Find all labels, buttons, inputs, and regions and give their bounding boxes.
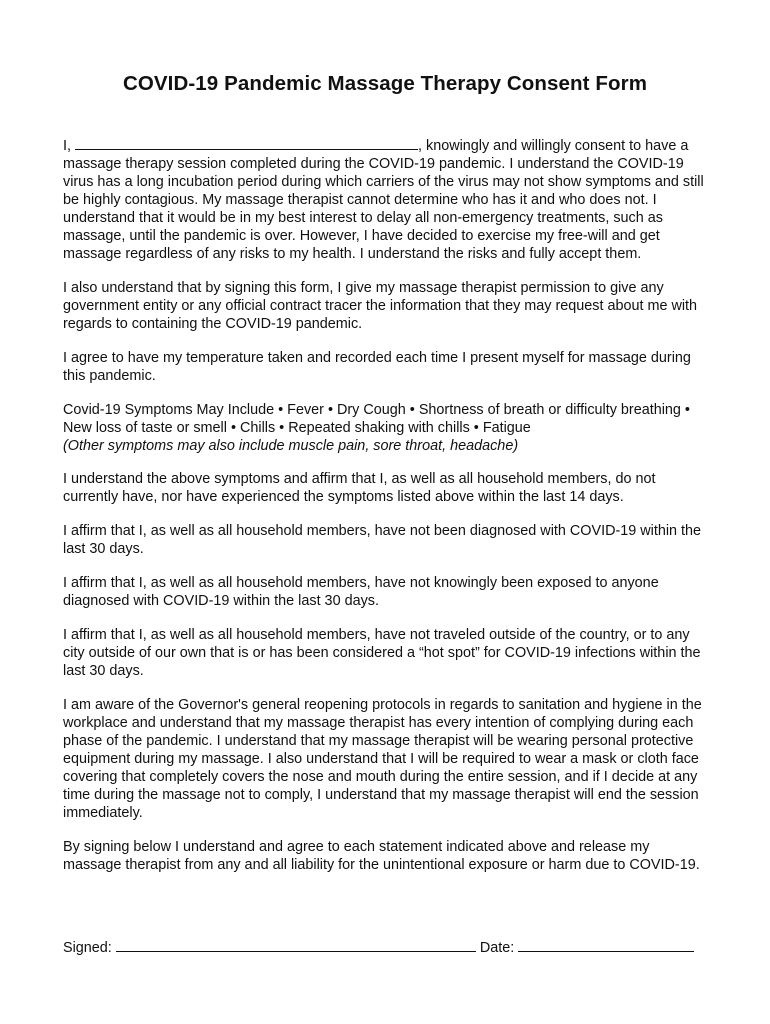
release-paragraph: By signing below I understand and agree to each statement indicated above and release my massage therapist from any and all liability for the unintentional exposure or harm due to COVID-19. xyxy=(63,839,700,873)
date-label: Date: xyxy=(479,940,515,956)
signature-line xyxy=(63,939,723,957)
diagnosis-affirmation-paragraph: I affirm that I, as well as all household members, have not been diagnosed with COVID-19 within the last 30 days. xyxy=(63,523,702,557)
signature-blank-field[interactable] xyxy=(116,939,476,952)
intro-paragraph xyxy=(63,137,711,263)
temperature-paragraph: I agree to have my temperature taken and recorded each time I present myself for massage during this pandemic. xyxy=(63,350,691,384)
form-body xyxy=(63,137,711,890)
symptoms-list: Covid-19 Symptoms May Include • Fever • Dry Cough • Shortness of breath or difficulty breathing • New loss of taste or smell • Chills • Repeated shaking with chills • Fatigue xyxy=(63,402,690,436)
symptoms-affirmation-paragraph: I understand the above symptoms and affirm that I, as well as all household members, do not currently have, nor have experienced the symptoms listed above within the last 14 days. xyxy=(63,471,656,505)
signed-label: Signed: xyxy=(63,940,112,956)
protocols-paragraph: I am aware of the Governor's general reopening protocols in regards to sanitation and hygiene in the workplace and understand that my massage therapist has every intention of complying during each phase of the pandemic. I understand that my massage therapist will be wearing personal protective equipment during my massage. I also understand that I will be required to wear a mask or cloth face covering that completely covers the nose and mouth during the entire session, and if I decide at any time during the massage not to comply, I understand that my massage therapist will end the session immediately. xyxy=(63,697,702,821)
date-blank-field[interactable] xyxy=(518,939,694,952)
intro-rest: , knowingly and willingly consent to have a massage therapy session completed during the COVID-19 pandemic. I understand the COVID-19 virus has a long incubation period during which carriers of the virus may not show symptoms and still be highly contagious. My massage therapist cannot determine who has it and who does not. I understand that it would be in my best interest to delay all non-emergency treatments, such as massage, until the pandemic is over. However, I have decided to exercise my free-will and get massage regardless of any risks to my health. I understand the risks and fully accept them. xyxy=(63,138,704,262)
form-title: COVID-19 Pandemic Massage Therapy Consent Form xyxy=(122,72,648,95)
symptoms-note: (Other symptoms may also include muscle pain, sore throat, headache) xyxy=(63,438,519,454)
permission-paragraph: I also understand that by signing this form, I give my massage therapist permission to give any government entity or any official contract tracer the information that they may request about me with regards to containing the COVID-19 pandemic. xyxy=(63,280,698,332)
exposure-affirmation-paragraph: I affirm that I, as well as all household members, have not knowingly been exposed to anyone diagnosed with COVID-19 within the last 30 days. xyxy=(63,575,659,609)
intro-lead: I, xyxy=(63,138,71,154)
symptoms-paragraph xyxy=(63,401,711,455)
travel-affirmation-paragraph: I affirm that I, as well as all household members, have not traveled outside of the country, or to any city outside of our own that is or has been considered a “hot spot” for COVID-19 infections within the last 30 days. xyxy=(63,627,701,679)
name-blank-field[interactable] xyxy=(75,137,418,150)
